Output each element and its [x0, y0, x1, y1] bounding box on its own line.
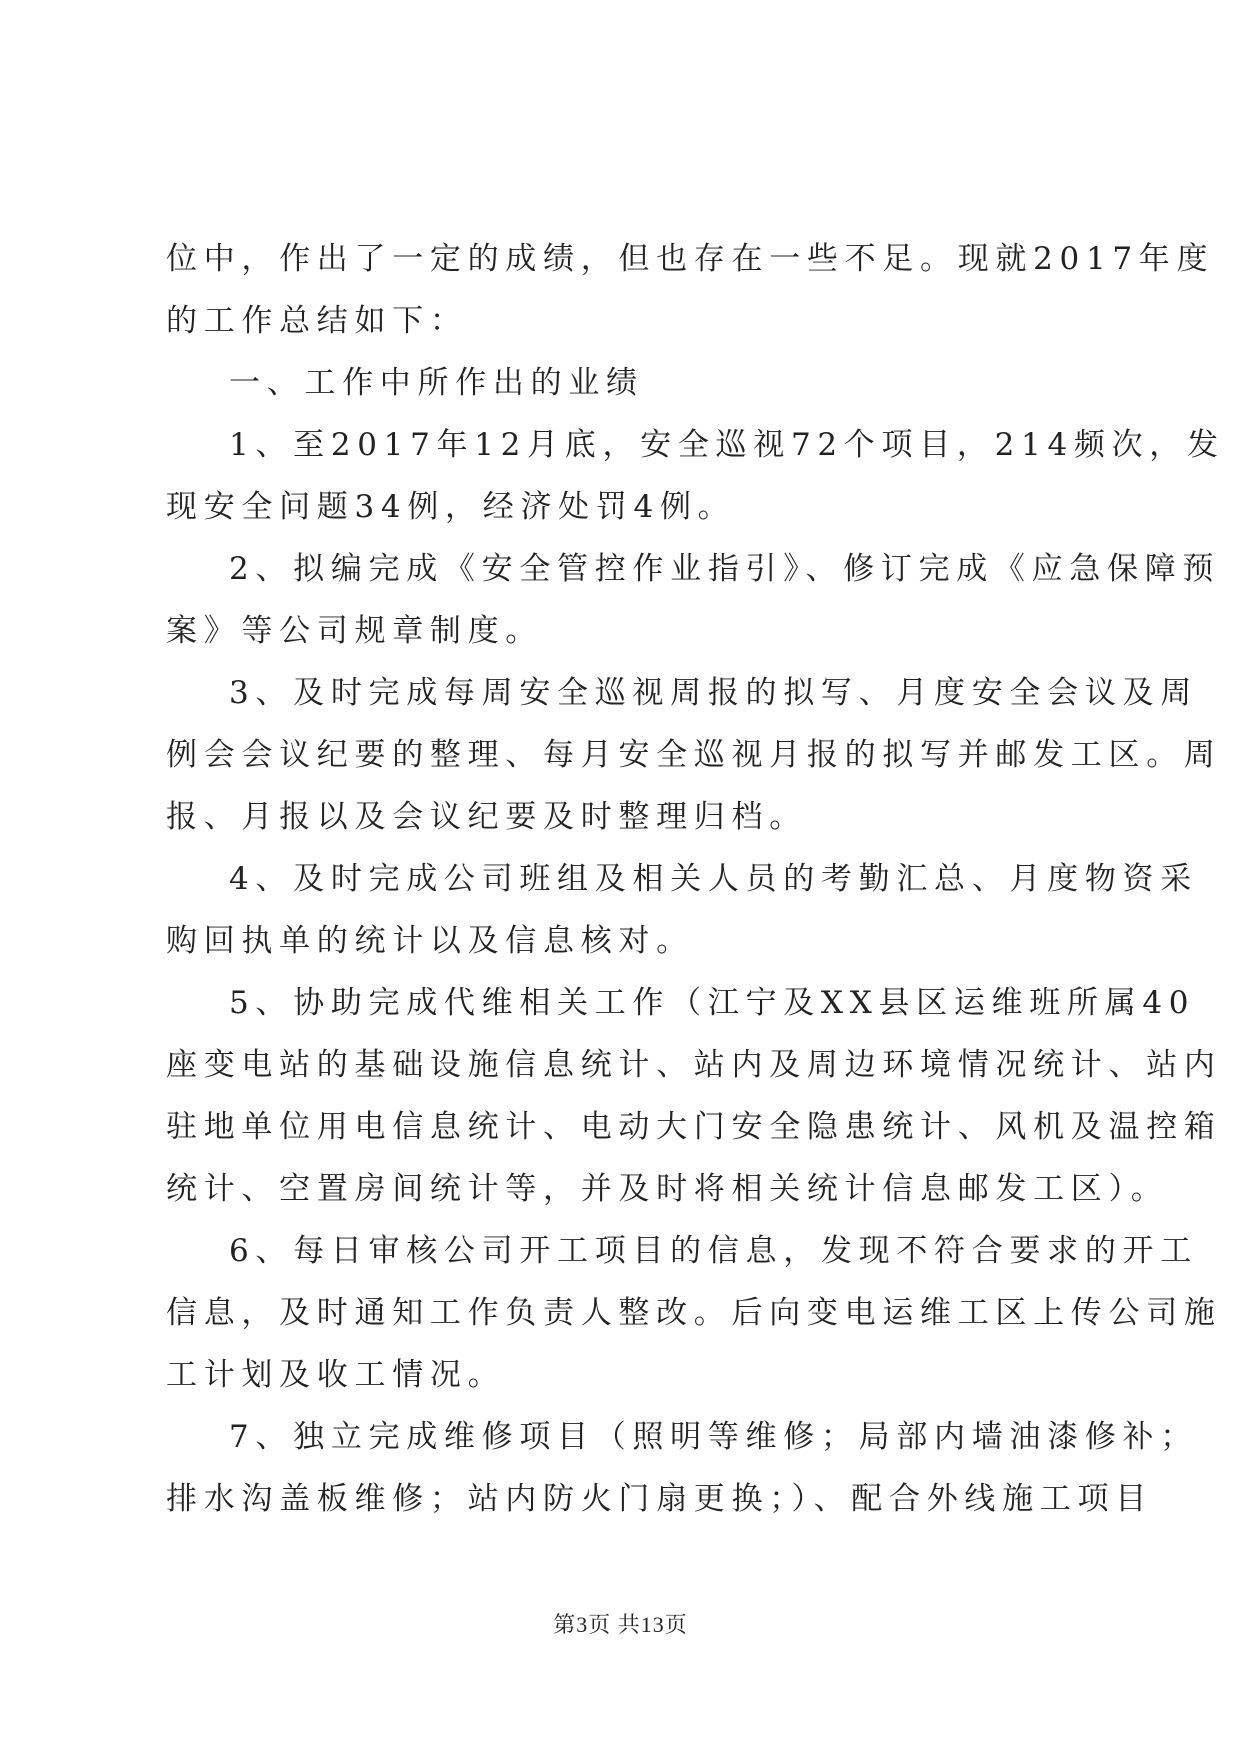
text-line: 例会会议纪要的整理、每月安全巡视月报的拟写并邮发工区。周 [166, 737, 1222, 773]
text-line: 现安全问题34例，经济处罚4例。 [166, 489, 736, 525]
body-text [166, 228, 1225, 1530]
text-line: 信息，及时通知工作负责人整改。后向变电运维工区上传公司施 [166, 1295, 1222, 1331]
text-line: 购回执单的统计以及信息核对。 [166, 923, 694, 959]
text-line: 6、每日审核公司开工项目的信息，发现不符合要求的开工 [229, 1233, 1198, 1269]
text-line: 5、协助完成代维相关工作（江宁及XX县区运维班所属40 [229, 985, 1196, 1021]
text-line: 座变电站的基础设施信息统计、站内及周边环境情况统计、站内 [166, 1047, 1222, 1083]
text-line: 位中，作出了一定的成绩，但也存在一些不足。现就2017年度 [166, 241, 1215, 277]
text-line: 工计划及收工情况。 [166, 1357, 506, 1393]
text-line: 4、及时完成公司班组及相关人员的考勤汇总、月度物资采 [229, 861, 1198, 897]
text-line: 的工作总结如下： [166, 303, 468, 339]
text-line: 2、拟编完成《安全管控作业指引》、修订完成《应急保障预 [229, 551, 1221, 587]
section-heading: 一、工作中所作出的业绩 [229, 365, 644, 401]
text-line: 7、独立完成维修项目（照明等维修；局部内墙油漆修补； [229, 1419, 1198, 1455]
text-line: 统计、空置房间统计等，并及时将相关统计信息邮发工区）。 [166, 1171, 1169, 1207]
text-line: 排水沟盖板维修；站内防火门扇更换；）、配合外线施工项目 [166, 1481, 1153, 1517]
text-line: 1、至2017年12月底，安全巡视72个项目，214频次，发 [229, 427, 1225, 463]
page-number-footer: 第3页 共13页 [553, 1612, 688, 1637]
text-line: 案》等公司规章制度。 [166, 613, 543, 649]
text-line: 驻地单位用电信息统计、电动大门安全隐患统计、风机及温控箱 [166, 1109, 1222, 1145]
text-line: 3、及时完成每周安全巡视周报的拟写、月度安全会议及周 [229, 675, 1198, 711]
text-line: 报、月报以及会议纪要及时整理归档。 [166, 799, 807, 835]
